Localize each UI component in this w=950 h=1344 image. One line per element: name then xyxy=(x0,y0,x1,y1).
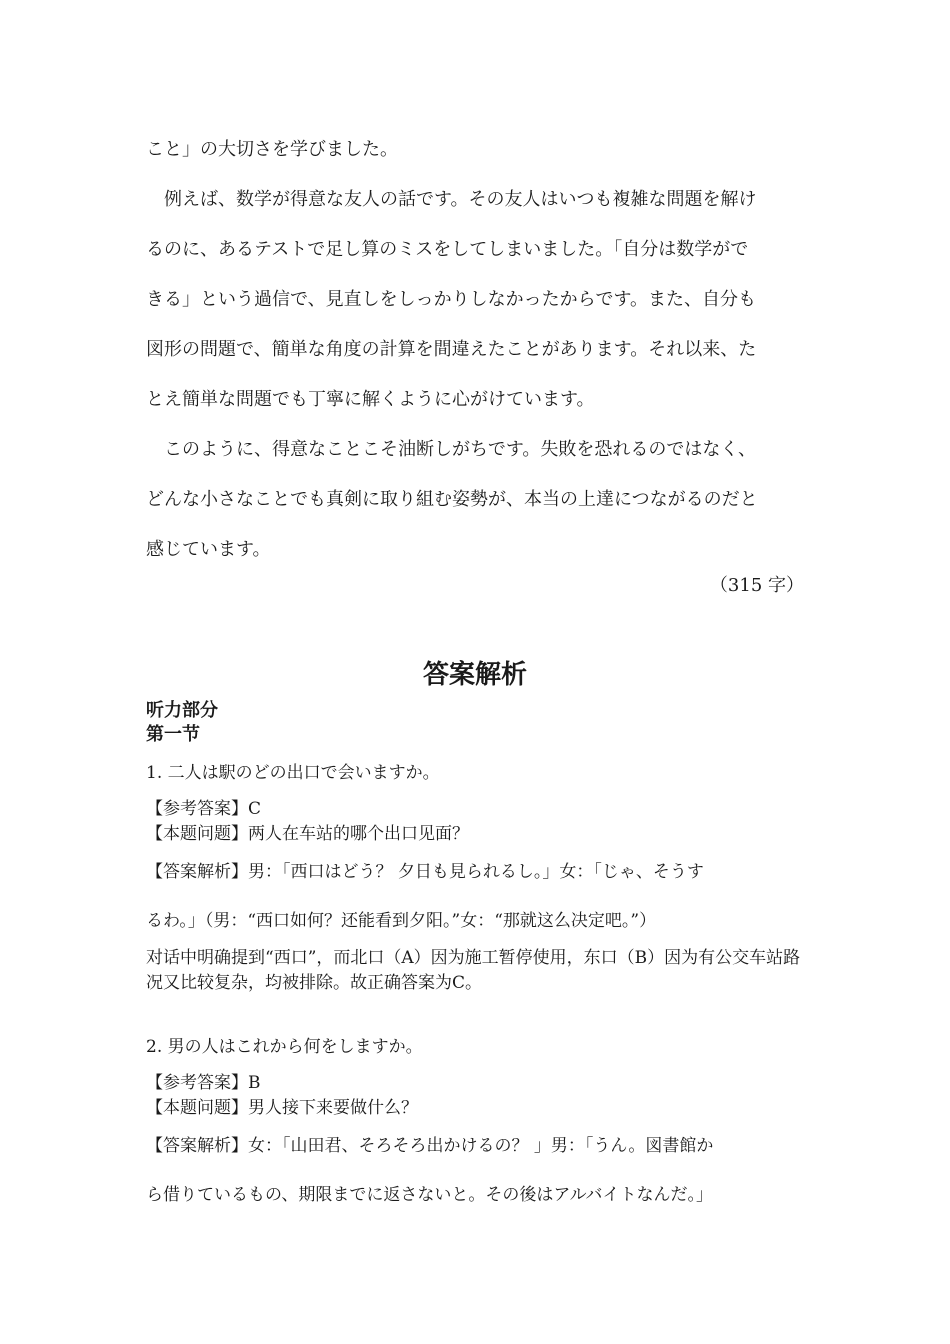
essay-line-2: 例えば、数学が得意な友人の話です。その友人はいつも複雑な問題を解け xyxy=(146,189,757,210)
question-1-analysis-line-2: るわ。」（男：“西口如何？还能看到夕阳。”女：“那就这么决定吧。”） xyxy=(146,911,657,931)
essay-line-4: きる」という過信で、見直しをしっかりしなかったからです。また、自分も xyxy=(146,289,757,310)
essay-line-9: 感じています。 xyxy=(146,539,271,560)
question-1-answer: 【参考答案】C xyxy=(146,799,262,819)
question-2-answer: 【参考答案】B xyxy=(146,1073,261,1093)
essay-line-6: とえ簡単な問題でも丁寧に解くように心がけています。 xyxy=(146,389,595,410)
question-2-analysis-line-1: 【答案解析】女：「山田君、そろそろ出かけるの？ 」男：「うん。図書館か xyxy=(146,1136,714,1156)
essay-line-1: こと」の大切さを学びました。 xyxy=(146,139,398,160)
essay-line-5: 図形の問題で、簡単な角度の計算を間違えたことがあります。それ以来、た xyxy=(146,339,757,360)
question-2-analysis-line-2: ら借りているもの、期限までに返さないと。その後はアルバイトなんだ。」 xyxy=(146,1185,713,1205)
question-1-analysis-line-1: 【答案解析】男：「西口はどう？ 夕日も見られるし。」女：「じゃ、そうす xyxy=(146,862,704,882)
essay-line-7: このように、得意なことこそ油断しがちです。失敗を恐れるのではなく、 xyxy=(146,439,757,460)
essay-line-8: どんな小さなことでも真剣に取り組む姿勢が、本当の上達につながるのだと xyxy=(146,489,758,510)
question-2-topic: 【本题问题】男人接下来要做什么？ xyxy=(146,1098,418,1118)
question-1-explanation: 对话中明确提到“西口”，而北口（A）因为施工暂停使用，东口（B）因为有公交车站路况又比较复杂，均被排除。故正确答案为C。 xyxy=(146,948,801,993)
section-heading: 第一节 xyxy=(146,724,200,745)
character-count: （315 字） xyxy=(709,575,804,596)
part-heading: 听力部分 xyxy=(146,700,218,721)
question-2-prompt: 2. 男の人はこれから何をしますか。 xyxy=(146,1037,423,1057)
essay-line-3: るのに、あるテストで足し算のミスをしてしまいました。「自分は数学がで xyxy=(146,239,749,260)
answer-section-title: 答案解析 xyxy=(422,660,527,690)
question-1-topic: 【本题问题】两人在车站的哪个出口见面？ xyxy=(146,824,469,844)
question-1-prompt: 1. 二人は駅のどの出口で会いますか。 xyxy=(146,763,440,783)
